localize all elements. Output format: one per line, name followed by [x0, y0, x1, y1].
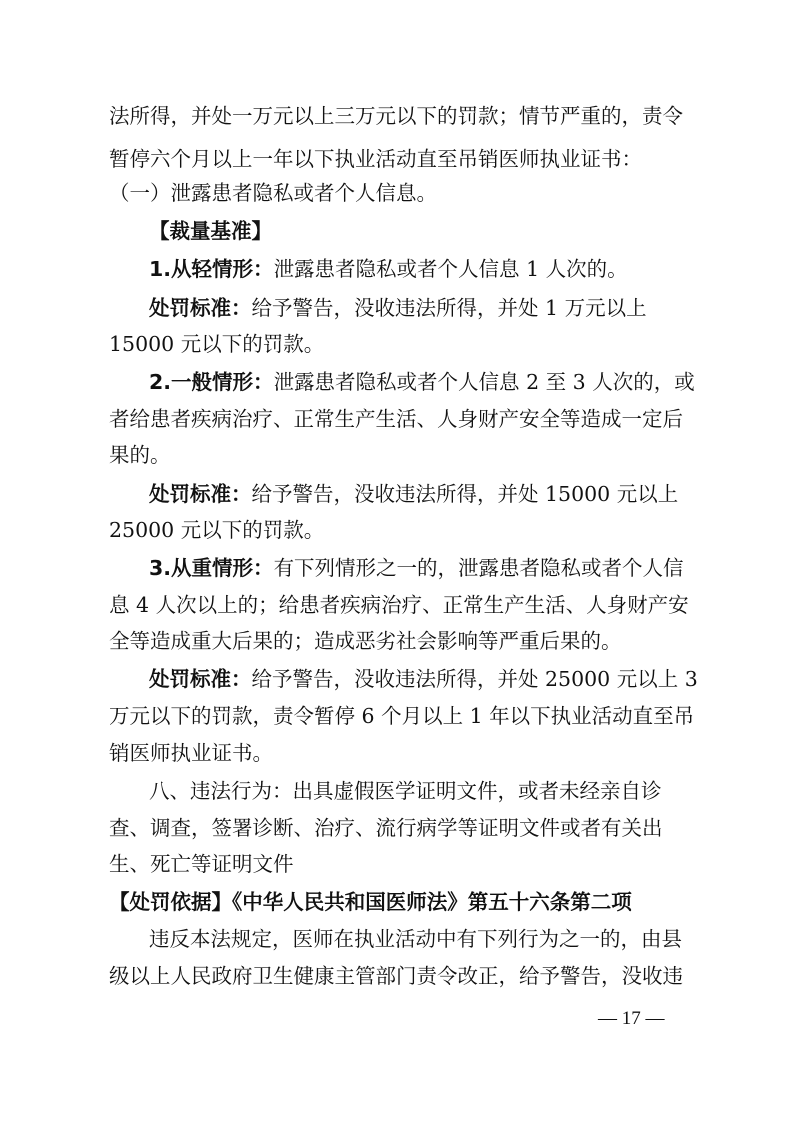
body-text-line: 暂停六个月以上一年以下执业活动直至吊销医师执业证书：	[109, 147, 642, 171]
criteria-item-penalty	[149, 295, 647, 321]
body-text-line: 法所得，并处一万元以上三万元以下的罚款；情节严重的，责令	[109, 104, 683, 128]
item-text: 给予警告，没收违法所得，并处 25000 元以上 3	[251, 667, 698, 691]
violation-line: 查、调查，签署诊断、治疗、流行病学等证明文件或者有关出	[109, 816, 663, 840]
criteria-item-general	[149, 369, 695, 395]
body-text-line: 万元以下的罚款，责令暂停 6 个月以上 1 年以下执业活动直至吊	[109, 704, 695, 728]
page-number: — 17 —	[598, 1008, 665, 1029]
body-text-line: 销医师执业证书。	[109, 741, 273, 765]
item-text: 泄露患者隐私或者个人信息 2 至 3 人次的，或	[273, 370, 695, 394]
item-text: 有下列情形之一的，泄露患者隐私或者个人信	[273, 556, 684, 580]
body-text-line: （一）泄露患者隐私或者个人信息。	[109, 181, 437, 205]
criteria-item-severe	[149, 555, 684, 581]
violation-line: 生、死亡等证明文件	[109, 852, 294, 876]
item-text: 给予警告，没收违法所得，并处 1 万元以上	[251, 296, 647, 320]
item-label: 2.一般情形：	[149, 370, 274, 394]
item-label: 处罚标准：	[149, 482, 252, 506]
basis-text-line: 级以上人民政府卫生健康主管部门责令改正，给予警告，没收违	[109, 964, 683, 988]
item-label: 处罚标准：	[149, 296, 252, 320]
body-text-line: 果的。	[109, 443, 171, 467]
item-text: 给予警告，没收违法所得，并处 15000 元以上	[251, 482, 679, 506]
body-text-line: 息 4 人次以上的；给患者疾病治疗、正常生产生活、人身财产安	[109, 593, 689, 617]
body-text-line: 15000 元以下的罚款。	[109, 332, 325, 356]
criteria-item-penalty	[149, 481, 678, 507]
item-label: 1.从轻情形：	[149, 257, 274, 281]
item-label: 处罚标准：	[149, 667, 252, 691]
criteria-heading: 【裁量基准】	[149, 219, 272, 243]
violation-line: 八、违法行为：出具虚假医学证明文件，或者未经亲自诊	[149, 779, 662, 803]
basis-heading: 【处罚依据】《中华人民共和国医师法》第五十六条第二项	[109, 890, 632, 914]
body-text-line: 25000 元以下的罚款。	[109, 518, 325, 542]
item-label: 3.从重情形：	[149, 556, 274, 580]
basis-text-line: 违反本法规定，医师在执业活动中有下列行为之一的，由县	[149, 927, 682, 951]
item-text: 泄露患者隐私或者个人信息 1 人次的。	[273, 257, 628, 281]
criteria-item-light	[149, 256, 628, 282]
criteria-item-penalty	[149, 666, 698, 692]
body-text-line: 全等造成重大后果的；造成恶劣社会影响等严重后果的。	[109, 629, 622, 653]
body-text-line: 者给患者疾病治疗、正常生产生活、人身财产安全等造成一定后	[109, 407, 683, 431]
